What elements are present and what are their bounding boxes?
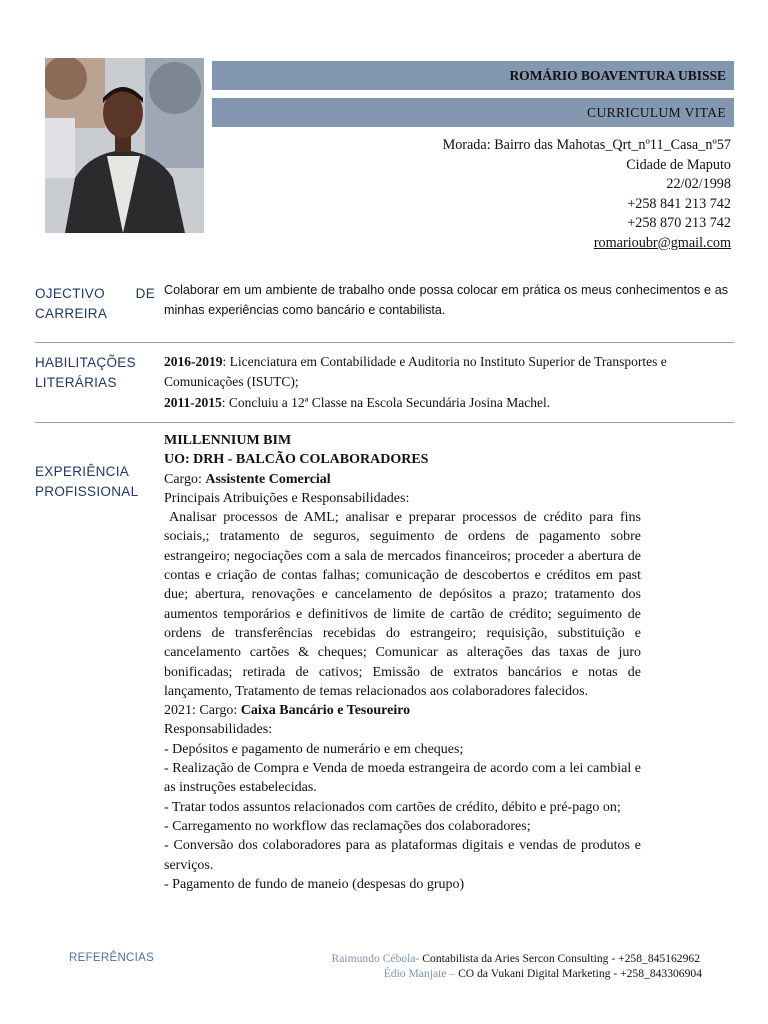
section-divider — [35, 342, 734, 343]
objective-text: Colaborar em um ambiente de trabalho onde possa colocar em prática os meus conhecimentos e as minhas experiências como bancário e contabilista. — [164, 283, 728, 317]
reference-detail: CO da Vukani Digital Marketing - +258_843306904 — [455, 966, 702, 980]
education-years: 2016-2019 — [164, 354, 223, 369]
section-divider — [35, 422, 734, 423]
birth-date: 22/02/1998 — [666, 176, 731, 192]
address: Morada: Bairro das Mahotas_Qrt_nº11_Casa_nº57 — [442, 137, 731, 153]
profile-photo-illustration — [45, 58, 204, 233]
objective-label — [35, 284, 155, 323]
education-item — [164, 352, 734, 391]
candidate-name: ROMÁRIO BOAVENTURA UBISSE — [509, 68, 726, 83]
duties-text: Analisar processos de AML; analisar e preparar processos de crédito para fins sociais,; tratamento de seguros, seguimento de ordens de pagamento sobre estrangeiro; negociações com a sala de mercados financeiros; proceder a abertura de contas e criação de contas falhas; comunicação de descobertos e créditos em past due; abertura, renovações e cancelamento de depósitos a prazo; tratamento dos aumentos temporários e definitivos de limite de cartão de crédito; seguimento de ordens de transferências recebidas do estrangeiro; requisição, substituição e cancelamento cartões & cheques; Comunicar as alterações das taxas de juro bonificadas; retirada de cativos; Emissão de extratos bancários e notas de lançamento, Tratamento de temas relacionados aos colaboradores falecidos. — [164, 510, 641, 699]
reference-name: Édio Manjate – — [383, 966, 456, 980]
responsibilities-heading: Responsabilidades: — [164, 722, 273, 738]
role-line — [164, 701, 641, 720]
role-title: Assistente Comercial — [205, 471, 331, 487]
responsibility-item: - Pagamento de fundo de maneio (despesas do grupo) — [164, 876, 465, 892]
education-list — [164, 352, 734, 413]
company-name: MILLENNIUM BIM — [164, 433, 292, 448]
phone-primary: +258 841 213 742 — [627, 195, 731, 212]
education-label-line1: HABILITAÇÕES — [35, 355, 136, 370]
experience-label — [35, 462, 138, 501]
duties-heading: Principais Atribuições e Responsabilidades: — [164, 490, 410, 506]
organizational-unit: UO: DRH - BALCÃO COLABORADORES — [164, 452, 429, 468]
document-title: CURRICULUM VITAE — [587, 105, 726, 120]
profile-photo — [45, 58, 204, 233]
education-label — [35, 353, 136, 392]
references-list — [332, 952, 701, 981]
experience-body — [164, 431, 641, 894]
reference-item — [332, 952, 701, 967]
responsibility-item: - Conversão dos colaboradores para as plataformas digitais e vendas de produtos e serviços. — [164, 838, 641, 873]
objective-label-line2: CARREIRA — [35, 305, 108, 321]
city: Cidade de Maputo — [626, 156, 731, 173]
objective-label-word1: OJECTIVO — [35, 286, 105, 301]
reference-name: Raimundo Cébola- — [331, 952, 420, 965]
role-line — [164, 470, 641, 489]
responsibility-item: - Tratar todos assuntos relacionados com cartões de crédito, débito e pré-pago on; — [164, 799, 621, 815]
objective-label-word2: DE — [135, 286, 155, 301]
role-prefix: Cargo: — [164, 471, 206, 487]
phone-secondary: +258 870 213 742 — [627, 215, 731, 231]
reference-item — [332, 967, 703, 982]
references-label: REFERÊNCIAS — [69, 952, 155, 964]
education-years: 2011-2015 — [164, 395, 222, 410]
responsibility-item: - Carregamento no workflow das reclamações dos colaboradores; — [164, 818, 531, 834]
responsibility-item: - Realização de Compra e Venda de moeda estrangeira de acordo com a lei cambial e as instruções estabelecidas. — [164, 761, 641, 796]
reference-detail: Contabilista da Aries Sercon Consulting - +258_845162962 — [419, 952, 700, 965]
document-title-bar — [212, 98, 734, 127]
email-link[interactable]: romarioubr@gmail.com — [593, 234, 731, 251]
experience-label-line2: PROFISSIONAL — [35, 483, 139, 499]
education-item — [164, 393, 734, 413]
responsibility-item: - Depósitos e pagamento de numerário e em cheques; — [164, 741, 464, 757]
role-prefix: 2021: Cargo: — [164, 703, 241, 719]
experience-label-line1: EXPERIÊNCIA — [35, 464, 130, 479]
education-label-line2: LITERÁRIAS — [35, 374, 117, 390]
education-description: : Concluiu a 12ª Classe na Escola Secundária Josina Machel. — [221, 395, 551, 410]
education-description: : Licenciatura em Contabilidade e Auditoria no Instituto Superior de Transportes e Comunicações (ISUTC); — [164, 354, 667, 389]
name-header — [212, 61, 734, 90]
role-title: Caixa Bancário e Tesoureiro — [240, 703, 411, 719]
contact-block — [443, 136, 731, 253]
